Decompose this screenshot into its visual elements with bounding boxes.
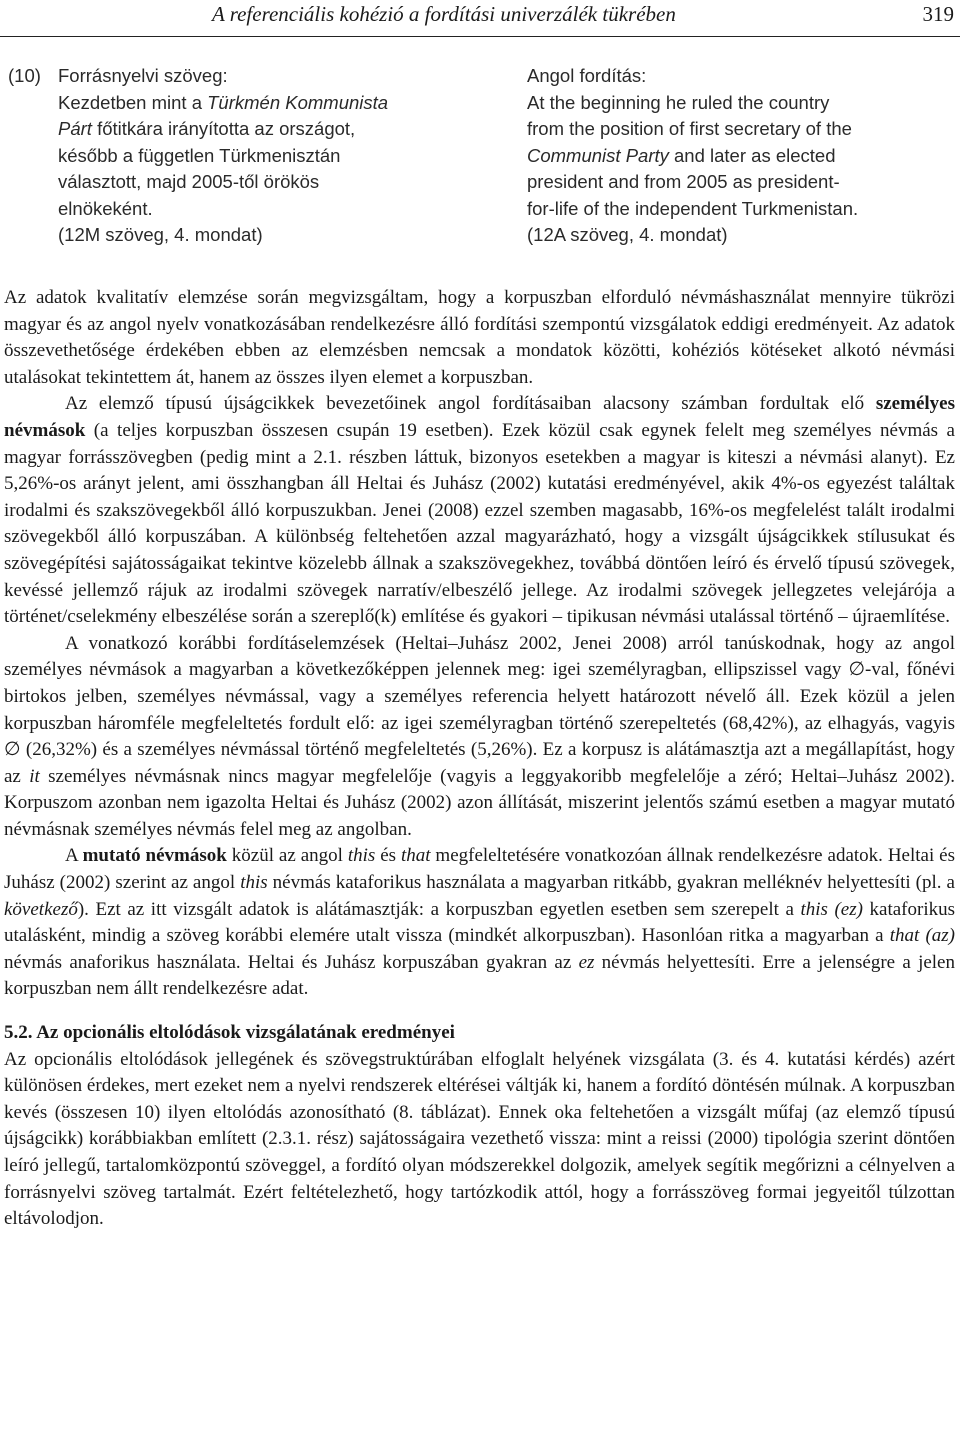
translation-line: At the beginning he ruled the country xyxy=(527,91,830,113)
paragraph: Az adatok kvalitatív elemzése során megvizsgáltam, hogy a korpuszban elforduló névmáshasználat mennyire tükrözi magyar és az angol nyelv vonatkozásában rendelkezésre álló fordítási szempontú vizsgálatok eddigi eredményeit. Az adatok összevethetősége érdekében ebben az elemzésben nemcsak a mondatok közötti, kohéziós kötéseket alkotó névmási utalásokat tekintettem át, hanem az összes ilyen elemet a korpuszban. xyxy=(4,287,955,388)
source-line: választott, majd 2005-től örökös xyxy=(58,171,320,192)
paragraph: Az elemző típusú újságcikkek bevezetőinek angol fordításaiban alacsony számban fordultak elő személyes névmások (a teljes korpuszban összesen csupán 19 esetben). Ezek közül csak egynek felelt meg személyes névmás a magyar forrásszövegben (pedig mint a 2.1. részben láttuk, bizonyos esetekben a magyar is kiteszi a névmási alanyt). Ez 5,26%-os arányt jelent, ami összhangban áll Heltai és Juhász (2002) kutatási eredményével, akik 4%-os egyezést találtak irodalmi és szakszövegekből álló korpuszukban. Jenei (2008) ezzel szemben magasabb, 16%-os megfelelést talált irodalmi szövegekből álló korpuszában. A különbség feltehetően azzal magyarázható, hogy a vizsgált újságcikkek stílusukat és szövegépítési sajátosságaikat tekintve közelebb állnak a szakszövegekhez, továbbá döntően leíró és érvelő típusú szövegek, kevéssé jellemző rájuk az irodalmi szövegek narratív/elbeszélő jellege. Az irodalmi szövegek jellegzetes velejárója a történet/cselekmény elbeszélése során a szereplő(k) említése és gyakori – tipikusan névmási utalással történő – újraemlítése. xyxy=(4,393,955,628)
running-title: A referenciális kohézió a fordítási univerzálék tükrében xyxy=(212,2,676,26)
source-heading: Forrásnyelvi szöveg: xyxy=(58,65,228,86)
term-demonstrative-pronouns: mutató névmások xyxy=(82,845,227,867)
translation-column xyxy=(527,63,957,249)
section-heading: 5.2. Az opcionális eltolódások vizsgálatának eredményei xyxy=(4,1022,455,1044)
translation-line: Communist Party and later as elected xyxy=(527,144,836,166)
source-text-column xyxy=(58,63,498,249)
page-number: 319 xyxy=(922,2,954,26)
translation-reference: (12A szöveg, 4. mondat) xyxy=(527,224,728,245)
translation-line: president and from 2005 as president- xyxy=(527,171,840,192)
source-line: később a független Türkmenisztán xyxy=(58,144,341,166)
running-header xyxy=(0,0,960,37)
paragraph: A vonatkozó korábbi fordításelemzések (Heltai–Juhász 2002, Jenei 2008) arról tanúskodnak, hogy az angol személyes névmások a magyarban a következőképpen jelennek meg: igei személyragban, ellipszissel vagy ∅-val, főnévi birtokos jelben, személyes névmással, vagy a személyes referencia helyett határozott névelő áll. Ezek közül a jelen korpuszban háromféle megfeleltetés fordult elő: az igei személyragban történő szerepeltetés (68,42%), az elhagyás, vagyis ∅ (26,32%) és a személyes névmással történő megfeleltetés (5,26%). Ez a korpusz is alátámasztja azt a megállapítást, hogy az it személyes névmásnak nincs magyar megfelelője (vagyis a leggyakoribb megfelelője a zéró; Heltai–Juhász 2002). Korpuszom azonban nem igazolta Heltai és Juhász (2002) azon állítását, miszerint jelentős számú esetben a magyar mutató névmásnak személyes névmás felel meg az angolban. xyxy=(4,632,955,840)
paragraph: A mutató névmások közül az angol this és that megfeleltetésére vonatkozóan állnak rendelkezésre adatok. Heltai és Juhász (2002) szerint az angol this névmás kataforikus használata a magyarban ritkább, gyakran melléknév helyettesíti (pl. a következő). Ezt az itt vizsgált adatok is alátámasztják: a korpuszban egyetlen esetben sem szerepelt a this (ez) kataforikus utalásként, mindig a szöveg korábbi elemére utalt vissza (mindkét alkorpuszban). Hasonlóan ritka a magyarban a that (az) névmás anaforikus használata. Heltai és Juhász korpuszában gyakran az ez névmás helyettesíti. Erre a jelenségre a jelen korpuszban nem állt rendelkezésre adat. xyxy=(4,845,956,1000)
source-line: elnökeként. xyxy=(58,197,153,219)
body-text xyxy=(4,285,955,1233)
example-block xyxy=(0,63,960,263)
term-personal-pronouns: személyes névmások xyxy=(4,393,955,441)
example-number: (10) xyxy=(8,65,41,86)
source-line: Párt főtitkára irányította az országot, xyxy=(58,118,356,139)
translation-line: from the position of first secretary of the xyxy=(527,118,852,139)
paragraph: Az opcionális eltolódások jellegének és szövegstruktúrában elfoglalt helyének vizsgálata (3. és 4. kutatási kérdés) azért különösen érdekes, mert ezeket nem a nyelvi rendszerek eltérései váltják ki, hanem a fordító döntésén múlnak. A korpuszban kevés (összesen 10) ilyen eltolódás azonosítható (8. táblázat). Ennek oka feltehetően a vizsgált műfaj (az elemző típusú újságcikk) korábbiakban említett (2.3.1. rész) sajátosságaira vezethető vissza: mint a reissi (2000) tipológia szerint döntően leíró jellegű, tartalomközpontú szöveggel, a fordító olyan módszerekkel dolgozik, amelyek segítik megőrizni a célnyelven a forrásnyelvi szöveg tartalmát. Ezért feltételezhető, hogy tartózkodik attól, hogy a forrásszöveg formai jegyeitől túlzottan eltávolodjon. xyxy=(4,1048,955,1230)
source-line: Kezdetben mint a Türkmén Kommunista xyxy=(58,91,389,113)
translation-line: for-life of the independent Turkmenistan. xyxy=(527,197,859,219)
translation-heading: Angol fordítás: xyxy=(527,65,647,86)
source-reference: (12M szöveg, 4. mondat) xyxy=(58,224,263,245)
